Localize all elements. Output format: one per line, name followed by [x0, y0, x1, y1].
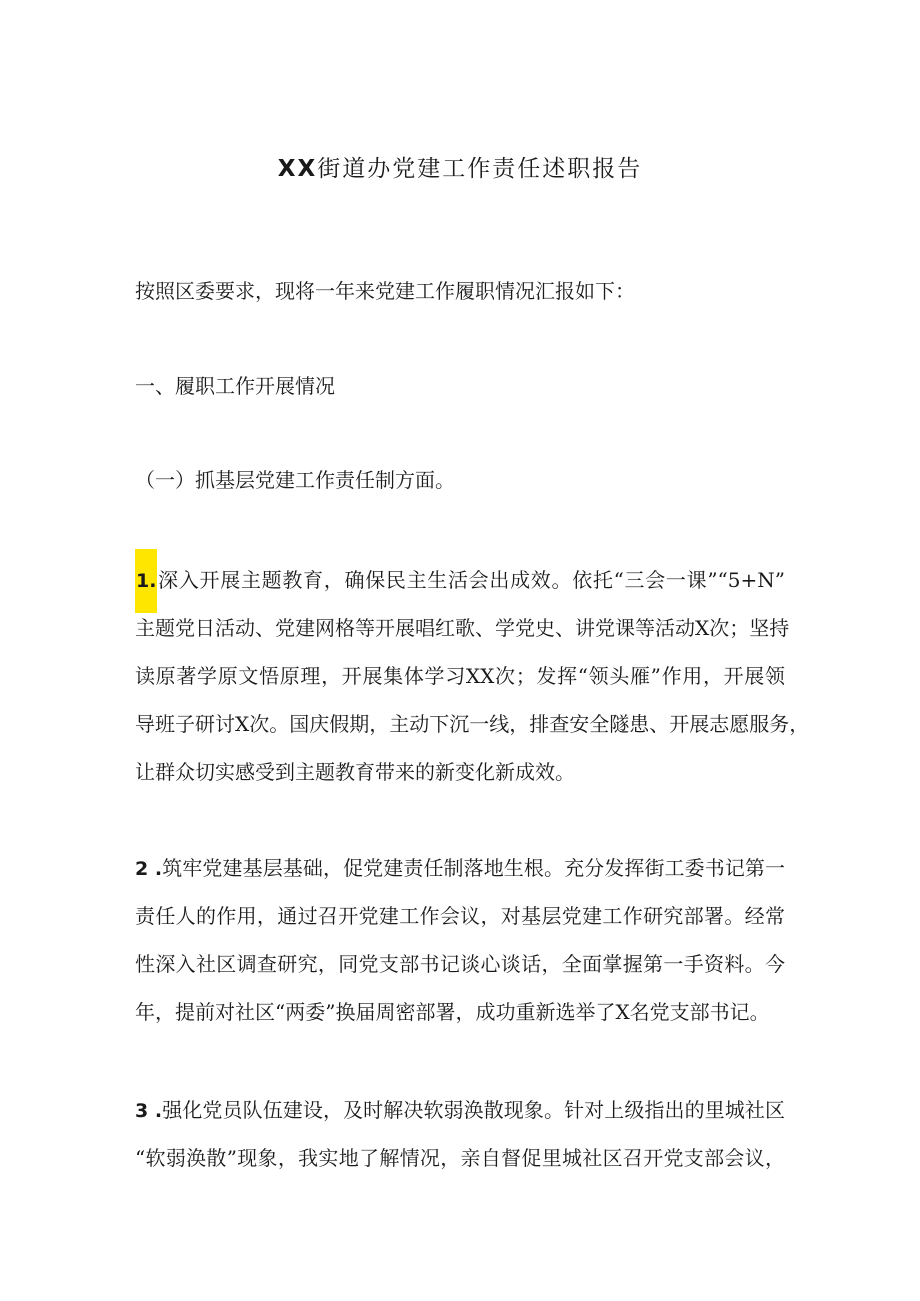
item-1-paragraph [135, 556, 810, 796]
item-3-paragraph [135, 1086, 785, 1182]
item-2-text: 筑牢党建基层基础，促党建责任制落地生根。充分发挥街工委书记第一 [162, 856, 786, 880]
item-1-number: 1. [135, 549, 157, 613]
item-2-line [135, 844, 785, 892]
item-1-line [135, 556, 785, 604]
item-1-line: 主题党日活动、党建网格等开展唱红歌、学党史、讲党课等活动X次；坚持 [135, 616, 790, 640]
item-2-paragraph [135, 844, 785, 1036]
item-2-line: 年，提前对社区“两委”换届周密部署，成功重新选举了X名党支部书记。 [135, 1000, 770, 1024]
item-1-line: 导班子研讨X次。国庆假期，主动下沉一线，排查安全隧患、开展志愿服务， [135, 712, 810, 736]
item-3-text: 强化党员队伍建设，及时解决软弱涣散现象。针对上级指出的里城社区 [162, 1098, 786, 1122]
item-2-number: 2 . [135, 858, 163, 880]
subsection-heading: （一）抓基层党建工作责任制方面。 [135, 468, 455, 492]
item-3-line [135, 1086, 785, 1134]
item-3-line: “软弱涣散”现象，我实地了解情况，亲自督促里城社区召开党支部会议， [135, 1146, 785, 1170]
section-heading: 一、履职工作开展情况 [135, 374, 335, 398]
intro-paragraph: 按照区委要求，现将一年来党建工作履职情况汇报如下： [135, 279, 635, 303]
document-title [0, 150, 920, 183]
item-1-line: 让群众切实感受到主题教育带来的新变化新成效。 [135, 760, 575, 784]
item-2-line: 性深入社区调查研究，同党支部书记谈心谈话，全面掌握第一手资料。今 [135, 952, 785, 976]
item-1-text: 深入开展主题教育，确保民主生活会出成效。依托“三会一课”“5+N” [157, 568, 785, 592]
title-text: 街道办党建工作责任述职报告 [317, 156, 643, 182]
title-prefix: XX [277, 156, 318, 182]
item-1-line: 读原著学原文悟原理，开展集体学习XX次；发挥“领头雁”作用，开展领 [135, 664, 785, 688]
item-3-number: 3 . [135, 1100, 163, 1122]
item-2-line: 责任人的作用，通过召开党建工作会议，对基层党建工作研究部署。经常 [135, 904, 785, 928]
